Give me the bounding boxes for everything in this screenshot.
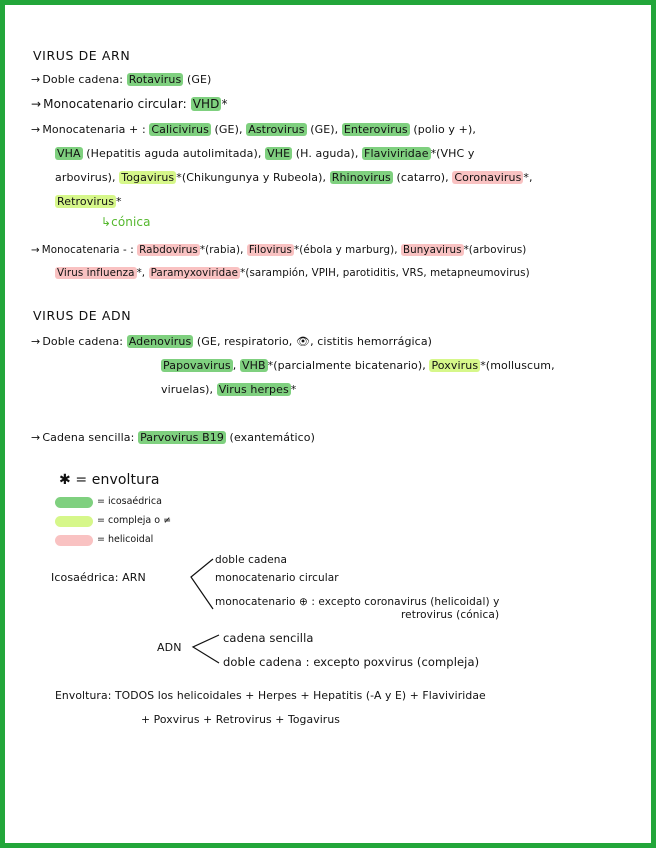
arrow-icon: →: [31, 431, 41, 444]
virus-vhb: VHB: [241, 359, 266, 372]
virus-calicivirus: Calicivirus: [151, 123, 209, 136]
arrow-icon: →: [31, 123, 41, 136]
envoltura-line-2: + Poxvirus + Retrovirus + Togavirus: [141, 713, 341, 726]
virus-parvovirus-b19: Parvovirus B19: [140, 431, 224, 444]
arn-line-monocatenaria-plus: → Monocatenaria + : Calicivirus (GE), Astrovirus (GE), Enterovirus (polio y +),: [31, 123, 476, 136]
virus-flaviviridae: Flaviviridae: [364, 147, 429, 160]
arn-line-monocatenaria-minus: → Monocatenaria - : Rabdovirus *(rabia), Filovirus *(ébola y marburg), Bunyavirus *(arbovirus): [31, 244, 527, 256]
arn-branch-mono-plus: monocatenario ⊕ : excepto coronavirus (helicoidal) y: [215, 596, 500, 608]
section-title-adn: VIRUS DE ADN: [33, 308, 132, 323]
virus-herpes: Virus herpes: [218, 383, 289, 396]
legend-swatch-green: [55, 497, 93, 508]
arrow-icon: →: [31, 97, 42, 111]
arn-branch-circular: monocatenario circular: [215, 572, 339, 584]
arn-line-6: Retrovirus *: [57, 195, 122, 208]
virus-rotavirus: Rotavirus: [128, 73, 182, 86]
virus-togavirus: Togavirus: [121, 171, 175, 184]
arn-line-doble-cadena: → Doble cadena: Rotavirus (GE): [31, 73, 212, 86]
eye-icon: 👁: [296, 335, 311, 348]
virus-bunyavirus: Bunyavirus: [402, 244, 462, 256]
arn-line-8: Virus influenza *, Paramyxoviridae *(sarampión, VPIH, parotiditis, VRS, metapneumovirus): [57, 267, 530, 279]
legend-label-compleja: = compleja o ≠: [97, 515, 172, 526]
virus-rabdovirus: Rabdovirus: [139, 244, 198, 256]
note-conica: ↳cónica: [101, 215, 151, 229]
virus-coronavirus: Coronavirus: [454, 171, 522, 184]
arn-branch-mono-plus-2: retrovirus (cónica): [401, 609, 500, 621]
virus-retrovirus: Retrovirus: [57, 195, 115, 208]
legend-swatch-pink: [55, 535, 93, 546]
ico-arn-label: Icosaédrica: ARN: [51, 571, 146, 584]
virus-adenovirus: Adenovirus: [128, 335, 192, 348]
virus-enterovirus: Enterovirus: [343, 123, 408, 136]
virus-filovirus: Filovirus: [248, 244, 293, 256]
star-icon: ✱: [59, 472, 71, 488]
arn-brace-icon: [187, 555, 217, 615]
virus-papovavirus: Papovavirus: [163, 359, 231, 372]
arn-branch-doble: doble cadena: [215, 554, 288, 566]
virus-vhd: VHD: [192, 97, 220, 111]
arrow-icon: →: [31, 244, 40, 256]
legend-label-icosaedrica: = icosaédrica: [97, 496, 162, 507]
adn-branch-doble: doble cadena : excepto poxvirus (compleja): [223, 655, 480, 669]
adn-line-3: viruelas), Virus herpes *: [161, 383, 297, 396]
virus-paramyxoviridae: Paramyxoviridae: [150, 267, 239, 279]
virus-vha: VHA: [57, 147, 81, 160]
legend-envoltura: ✱ = envoltura: [59, 472, 160, 488]
section-title-arn: VIRUS DE ARN: [33, 48, 131, 63]
legend-label-helicoidal: = helicoidal: [97, 534, 154, 545]
virus-astrovirus: Astrovirus: [248, 123, 305, 136]
ico-adn-label: ADN: [157, 641, 182, 654]
arrow-icon: →: [31, 73, 41, 86]
envoltura-line-1: Envoltura: TODOS los helicoidales + Herpes + Hepatitis (-A y E) + Flaviviridae: [55, 689, 486, 702]
adn-brace-icon: [189, 629, 223, 669]
curved-arrow-icon: ↳: [101, 215, 112, 229]
adn-line-2: Papovavirus , VHB *(parcialmente bicatenario), Poxvirus *(molluscum,: [163, 359, 555, 372]
legend-swatch-yellow: [55, 516, 93, 527]
virus-poxvirus: Poxvirus: [431, 359, 479, 372]
arn-line-4: VHA (Hepatitis aguda autolimitada), VHE (H. aguda), Flaviviridae *(VHC y: [57, 147, 475, 160]
adn-line-doble-cadena: → Doble cadena: Adenovirus (GE, respiratorio, 👁, cistitis hemorrágica): [31, 335, 433, 348]
virus-influenza: Virus influenza: [57, 267, 135, 279]
arrow-icon: →: [31, 335, 41, 348]
virus-rhinovirus: Rhinovirus: [331, 171, 391, 184]
virus-vhe: VHE: [267, 147, 291, 160]
adn-line-cadena-sencilla: → Cadena sencilla: Parvovirus B19 (exantemático): [31, 431, 316, 444]
adn-branch-sencilla: cadena sencilla: [223, 631, 314, 645]
arn-line-circular: → Monocatenario circular: VHD *: [31, 97, 228, 111]
arn-line-5: arbovirus), Togavirus *(Chikungunya y Rubeola), Rhinovirus (catarro), Coronavirus *,: [55, 171, 533, 184]
